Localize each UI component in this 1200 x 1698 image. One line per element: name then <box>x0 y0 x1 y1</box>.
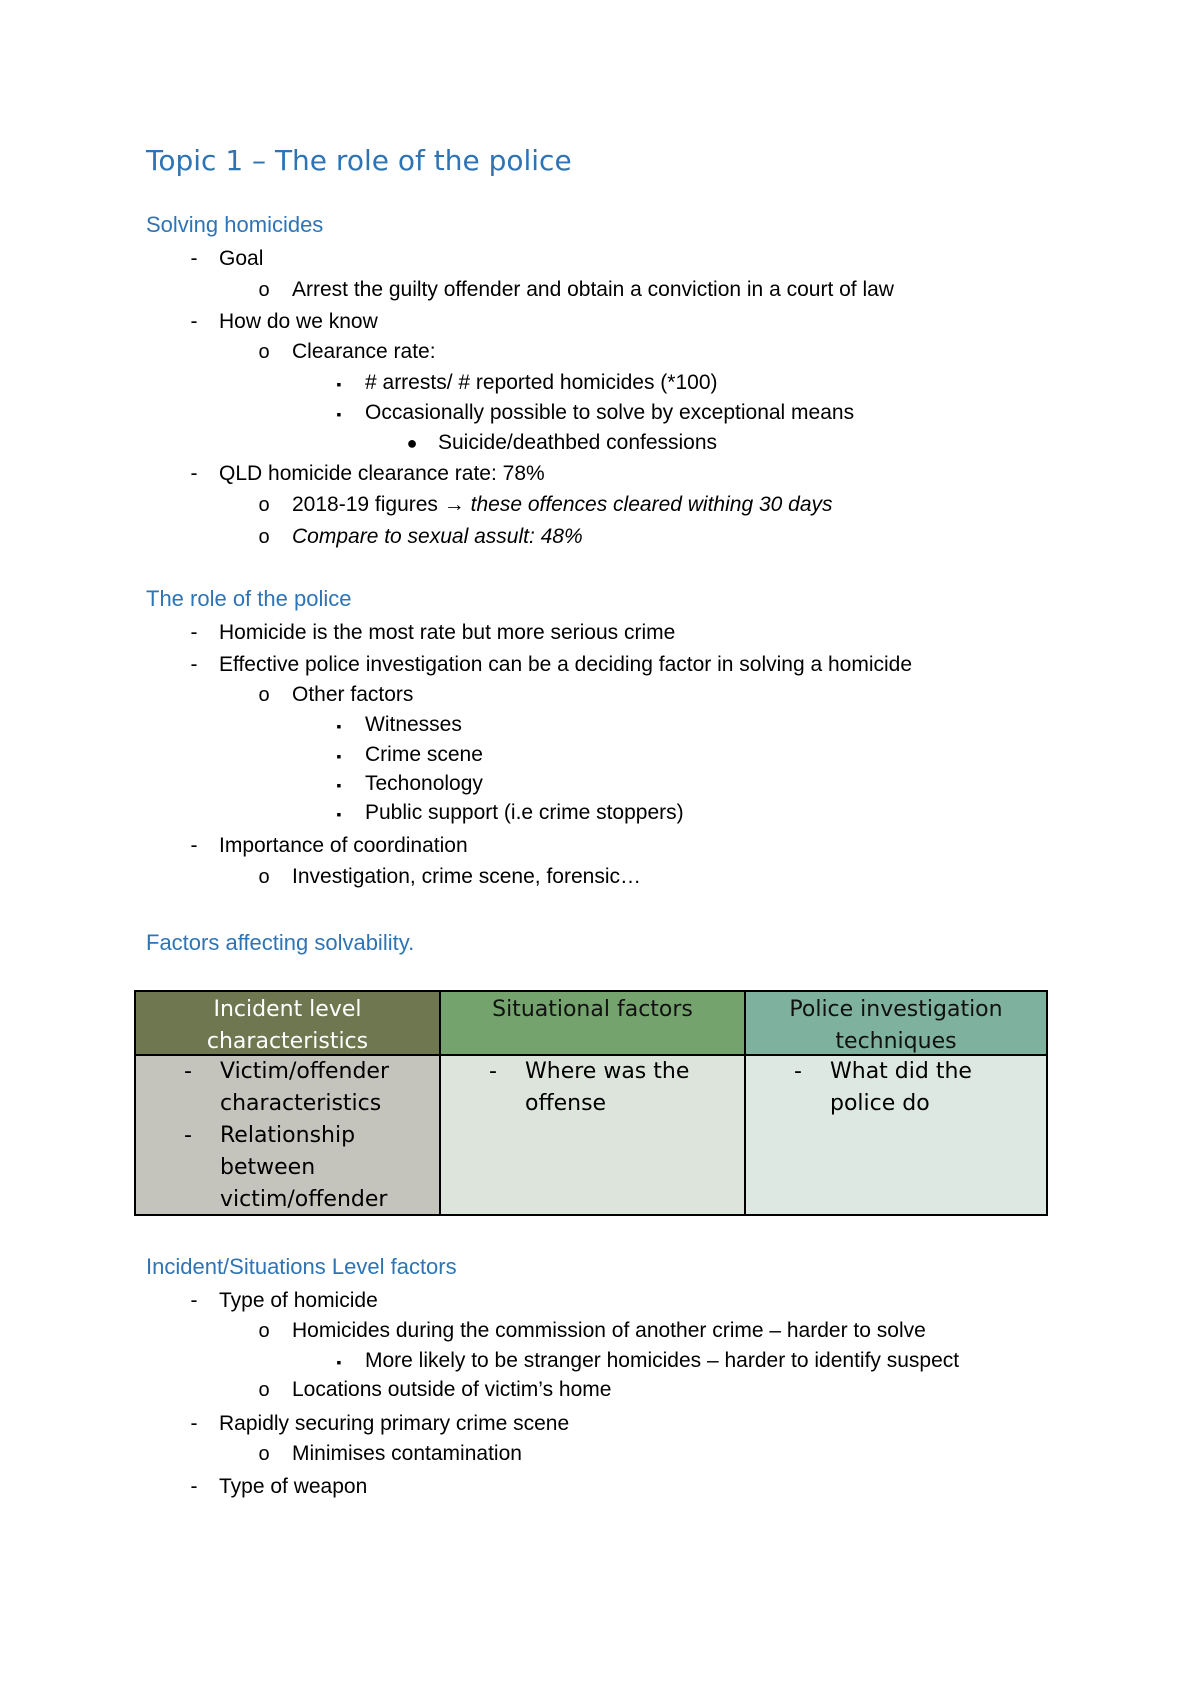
dash-bullet: - <box>184 1059 192 1084</box>
list-item <box>190 833 468 859</box>
square-bullet: ▪ <box>336 1354 342 1370</box>
heading-incident-situations: Incident/Situations Level factors <box>146 1254 457 1279</box>
cell-line: between <box>220 1155 316 1180</box>
list-item <box>258 492 833 518</box>
table-cell-situational <box>441 1056 746 1214</box>
dash-bullet: - <box>489 1059 497 1084</box>
heading-factors-solvability: Factors affecting solvability. <box>146 930 415 955</box>
list-item <box>190 461 545 487</box>
circle-bullet: o <box>258 1379 270 1401</box>
list-item <box>336 742 483 768</box>
list-item <box>336 1348 960 1374</box>
square-bullet: ▪ <box>336 376 342 392</box>
circle-bullet: o <box>258 866 270 888</box>
solvability-table <box>134 990 1048 1216</box>
dash-bullet: - <box>794 1059 802 1084</box>
list-item-text: Other factors <box>292 683 414 706</box>
cell-line: offense <box>525 1091 607 1116</box>
table-header-situational <box>441 992 746 1056</box>
list-item-text: Compare to sexual assult: 48% <box>292 525 583 548</box>
table-cell-incident <box>136 1056 441 1214</box>
list-item <box>258 864 641 890</box>
dash-bullet: - <box>190 247 198 270</box>
table-header-incident <box>136 992 441 1056</box>
table-header-police <box>746 992 1046 1056</box>
heading-solving-homicides: Solving homicides <box>146 212 324 237</box>
dash-bullet: - <box>190 462 198 485</box>
header-line: Situational factors <box>492 997 693 1022</box>
dash-bullet: - <box>184 1123 192 1148</box>
dash-bullet: - <box>190 621 198 644</box>
list-item <box>258 524 583 550</box>
list-item <box>190 246 264 272</box>
list-item-text: Minimises contamination <box>292 1442 522 1465</box>
list-item-text: Occasionally possible to solve by exceptional means <box>365 401 855 424</box>
list-item-text: Crime scene <box>365 743 483 766</box>
square-bullet: ▪ <box>336 777 342 793</box>
dash-bullet: - <box>190 1412 198 1435</box>
list-item <box>258 682 414 708</box>
list-item-text: Type of homicide <box>219 1289 378 1312</box>
circle-bullet: o <box>258 494 270 516</box>
list-item-text: More likely to be stranger homicides – harder to identify suspect <box>365 1349 960 1372</box>
round-bullet: ● <box>406 433 418 453</box>
table-list-item <box>794 1056 1046 1120</box>
list-item-text: Locations outside of victim’s home <box>292 1378 612 1401</box>
list-item <box>190 309 378 335</box>
list-item <box>258 1377 612 1403</box>
list-item-text: How do we know <box>219 310 378 333</box>
list-item-text: Homicides during the commission of another crime – harder to solve <box>292 1319 926 1342</box>
square-bullet: ▪ <box>336 748 342 764</box>
dash-bullet: - <box>190 653 198 676</box>
cell-line: Victim/offender <box>220 1059 389 1084</box>
circle-bullet: o <box>258 1443 270 1465</box>
dash-bullet: - <box>190 834 198 857</box>
list-item-text: Clearance rate: <box>292 340 436 363</box>
list-item-text: Public support (i.e crime stoppers) <box>365 801 684 824</box>
header-line: characteristics <box>206 1029 369 1054</box>
table-list-item <box>489 1056 744 1120</box>
arrow-icon: → <box>443 493 465 516</box>
table-list-item <box>184 1120 439 1216</box>
table-list-item <box>184 1056 439 1120</box>
dash-bullet: - <box>190 310 198 333</box>
list-item-text: Arrest the guilty offender and obtain a conviction in a court of law <box>292 278 894 301</box>
list-item <box>336 370 718 396</box>
list-item <box>190 1288 378 1314</box>
list-item-text: Rapidly securing primary crime scene <box>219 1412 570 1435</box>
circle-bullet: o <box>258 684 270 706</box>
cell-line: police do <box>830 1091 930 1116</box>
list-item <box>258 1318 926 1344</box>
square-bullet: ▪ <box>336 718 342 734</box>
list-item <box>258 339 436 365</box>
list-item-text-italic: these offences cleared withing 30 days <box>470 493 833 516</box>
header-line: Incident level <box>213 997 362 1022</box>
list-item-text: # arrests/ # reported homicides (*100) <box>365 371 718 394</box>
list-item-text: Suicide/deathbed confessions <box>438 431 718 454</box>
cell-line: victim/offender <box>220 1187 388 1212</box>
list-item-text: 2018-19 figures <box>292 493 438 516</box>
list-item <box>406 430 718 456</box>
list-item-text: Witnesses <box>365 713 462 736</box>
square-bullet: ▪ <box>336 406 342 422</box>
list-item <box>336 400 855 426</box>
heading-role-of-police: The role of the police <box>146 586 352 611</box>
list-item-text: Goal <box>219 247 264 270</box>
list-item <box>336 771 483 797</box>
square-bullet: ▪ <box>336 806 342 822</box>
circle-bullet: o <box>258 279 270 301</box>
list-item <box>258 1441 522 1467</box>
cell-line: Relationship <box>220 1123 356 1148</box>
list-item-text: Type of weapon <box>219 1475 368 1498</box>
circle-bullet: o <box>258 341 270 363</box>
dash-bullet: - <box>190 1475 198 1498</box>
list-item-text: Homicide is the most rate but more serious crime <box>219 621 676 644</box>
list-item-text: Techonology <box>365 772 483 795</box>
cell-line: What did the <box>830 1059 972 1084</box>
list-item-text: Importance of coordination <box>219 834 468 857</box>
table-cell-police <box>746 1056 1046 1214</box>
header-line: techniques <box>835 1029 957 1054</box>
circle-bullet: o <box>258 526 270 548</box>
dash-bullet: - <box>190 1289 198 1312</box>
list-item-text: Investigation, crime scene, forensic… <box>292 865 641 888</box>
cell-line: Where was the <box>525 1059 690 1084</box>
list-item <box>190 652 913 678</box>
list-item <box>190 1411 570 1437</box>
list-item-text: Effective police investigation can be a deciding factor in solving a homicide <box>219 653 913 676</box>
header-line: Police investigation <box>789 997 1003 1022</box>
page-title: Topic 1 – The role of the police <box>146 144 572 177</box>
circle-bullet: o <box>258 1320 270 1342</box>
list-item <box>190 620 676 646</box>
list-item-text: QLD homicide clearance rate: 78% <box>219 462 545 485</box>
list-item <box>336 800 684 826</box>
list-item <box>258 277 894 303</box>
cell-line: characteristics <box>220 1091 382 1116</box>
list-item <box>190 1474 368 1500</box>
list-item <box>336 712 462 738</box>
